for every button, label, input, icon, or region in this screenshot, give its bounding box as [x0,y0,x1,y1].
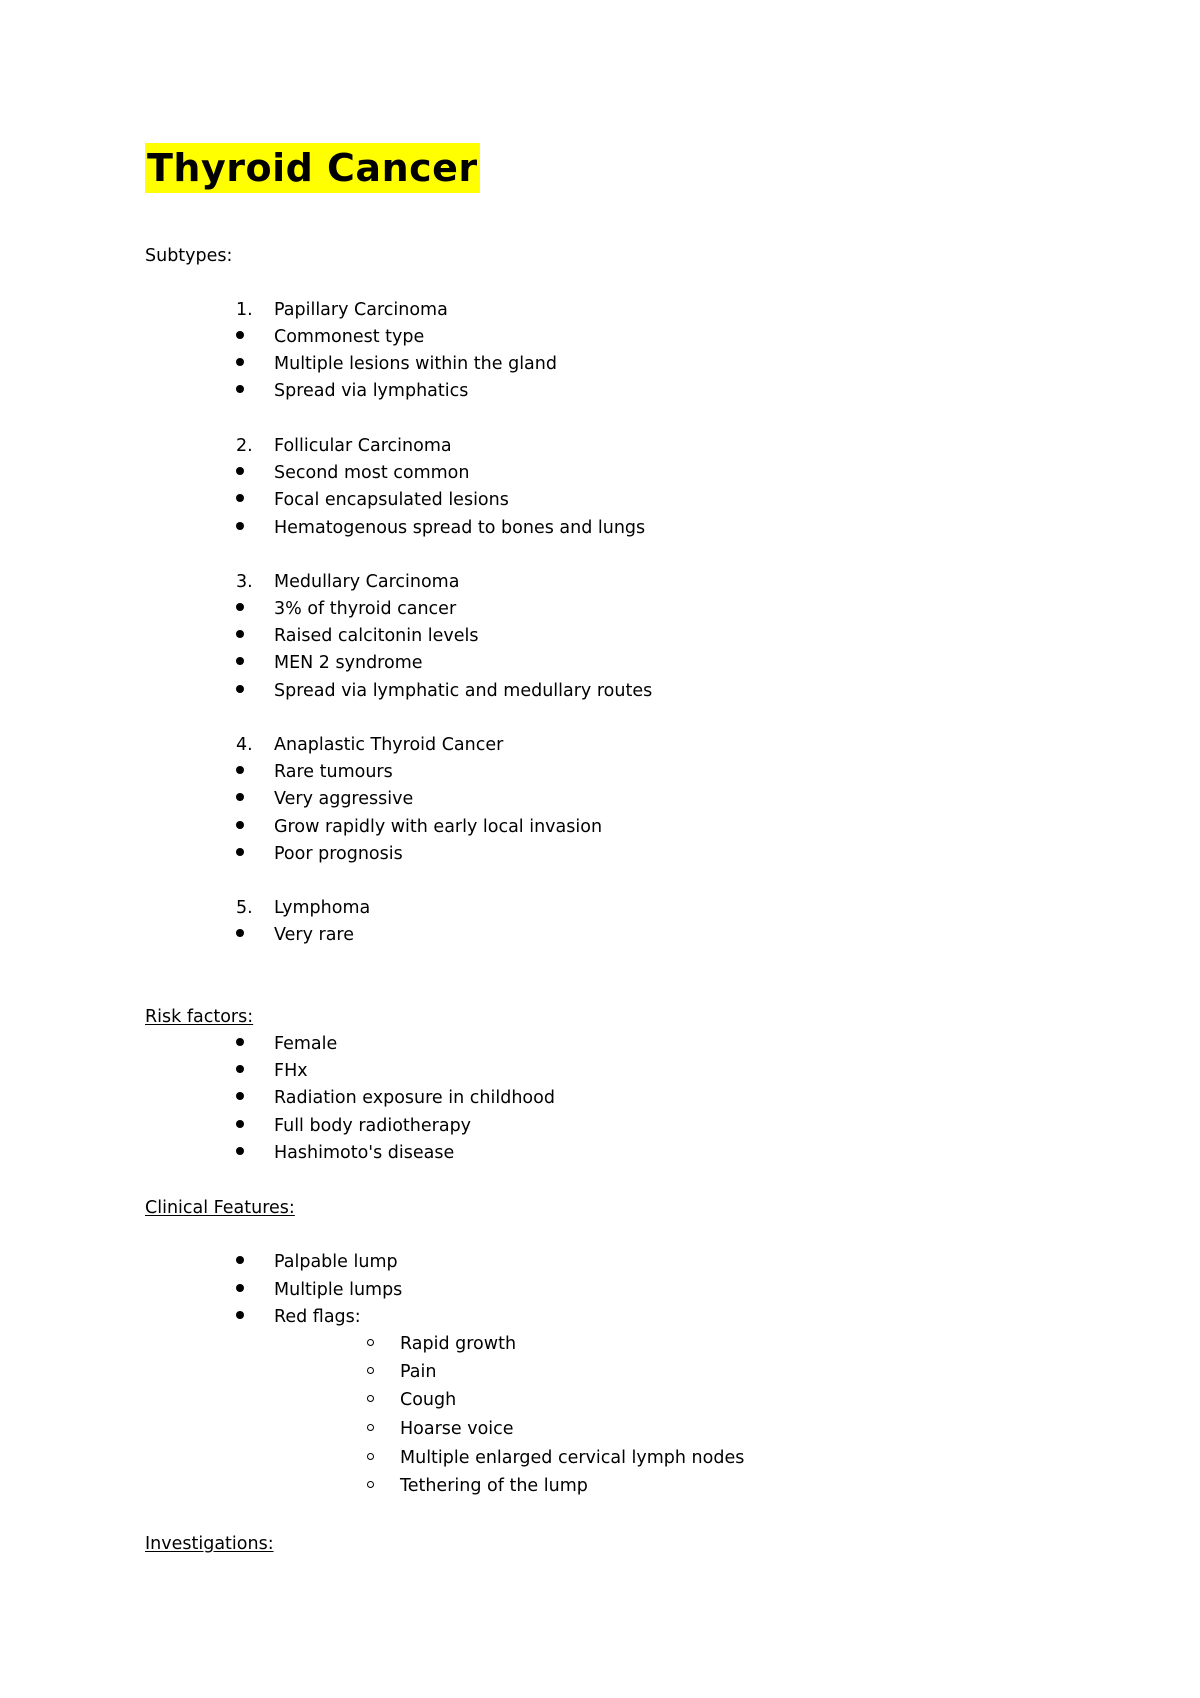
bullet-icon [236,522,244,530]
list-item: Very aggressive [274,789,414,809]
list-item: Full body radiotherapy [274,1116,472,1136]
bullet-icon [236,848,244,856]
bullet-icon [236,494,244,502]
subtype-name: Medullary Carcinoma [274,572,460,592]
subtype-name: Anaplastic Thyroid Cancer [274,735,504,755]
bullet-icon [236,657,244,665]
subtype-number: 1. [236,300,253,320]
subtype-name: Papillary Carcinoma [274,300,448,320]
subtype-number: 2. [236,436,253,456]
bullet-icon [236,630,244,638]
list-item: Cough [400,1390,457,1410]
clinical-features-label: Clinical Features: [145,1198,295,1218]
list-item: Focal encapsulated lesions [274,490,509,510]
bullet-icon [236,1092,244,1100]
circle-bullet-icon [367,1424,374,1431]
circle-bullet-icon [367,1453,374,1460]
bullet-icon [236,467,244,475]
bullet-icon [236,1147,244,1155]
list-item: Spread via lymphatics [274,381,469,401]
bullet-icon [236,685,244,693]
investigations-label: Investigations: [145,1534,274,1554]
bullet-icon [236,766,244,774]
list-item: Grow rapidly with early local invasion [274,817,603,837]
bullet-icon [236,1065,244,1073]
list-item: Commonest type [274,327,425,347]
bullet-icon [236,1311,244,1319]
circle-bullet-icon [367,1481,374,1488]
subtype-number: 3. [236,572,253,592]
list-item: Multiple enlarged cervical lymph nodes [400,1448,745,1468]
list-item: FHx [274,1061,308,1081]
bullet-icon [236,1284,244,1292]
bullet-icon [236,929,244,937]
bullet-icon [236,1120,244,1128]
bullet-icon [236,331,244,339]
list-item: Second most common [274,463,470,483]
list-item: Red flags: [274,1307,361,1327]
list-item: Poor prognosis [274,844,403,864]
bullet-icon [236,603,244,611]
list-item: Multiple lumps [274,1280,403,1300]
list-item: Spread via lymphatic and medullary routes [274,681,653,701]
circle-bullet-icon [367,1367,374,1374]
list-item: Pain [400,1362,437,1382]
list-item: MEN 2 syndrome [274,653,423,673]
subtype-number: 4. [236,735,253,755]
list-item: Tethering of the lump [400,1476,588,1496]
circle-bullet-icon [367,1395,374,1402]
bullet-icon [236,1256,244,1264]
subtype-name: Lymphoma [274,898,371,918]
list-item: Hematogenous spread to bones and lungs [274,518,646,538]
list-item: Rare tumours [274,762,393,782]
list-item: Raised calcitonin levels [274,626,479,646]
list-item: Palpable lump [274,1252,398,1272]
subtype-number: 5. [236,898,253,918]
list-item: Multiple lesions within the gland [274,354,557,374]
risk-factors-label: Risk factors: [145,1007,254,1027]
bullet-icon [236,358,244,366]
bullet-icon [236,385,244,393]
list-item: Hashimoto's disease [274,1143,455,1163]
list-item: Hoarse voice [400,1419,514,1439]
subtypes-label: Subtypes: [145,246,233,266]
list-item: Female [274,1034,338,1054]
bullet-icon [236,821,244,829]
document-title: Thyroid Cancer [145,143,480,193]
list-item: Rapid growth [400,1334,517,1354]
list-item: 3% of thyroid cancer [274,599,457,619]
circle-bullet-icon [367,1339,374,1346]
list-item: Radiation exposure in childhood [274,1088,555,1108]
bullet-icon [236,793,244,801]
bullet-icon [236,1038,244,1046]
subtype-name: Follicular Carcinoma [274,436,452,456]
list-item: Very rare [274,925,354,945]
